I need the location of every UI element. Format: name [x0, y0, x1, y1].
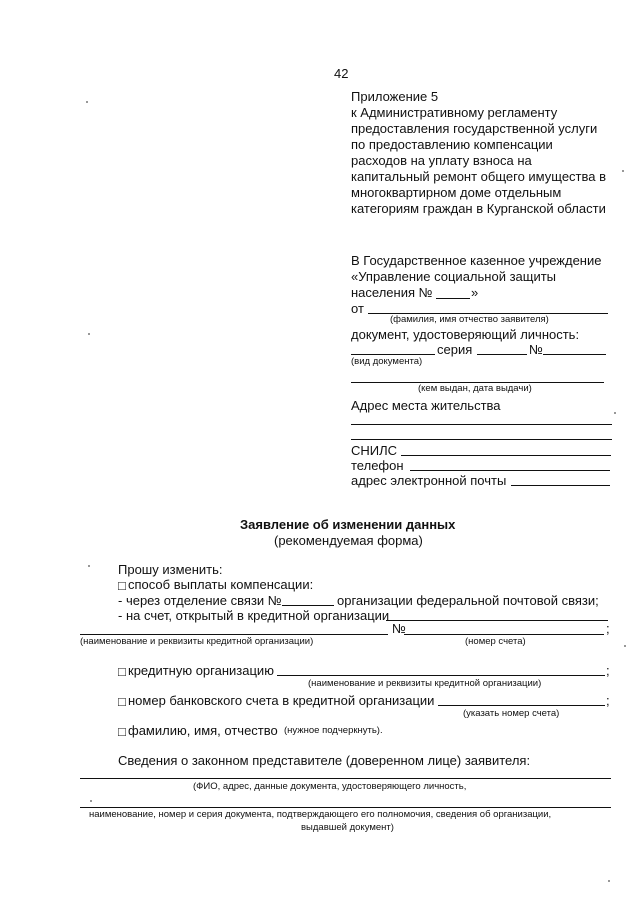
appendix-line: капитальный ремонт общего имущества в	[351, 169, 607, 184]
payment-method-label: способ выплаты компенсации:	[128, 577, 314, 592]
statement-subtitle: (рекомендуемая форма)	[274, 533, 423, 548]
document-number-field[interactable]	[543, 354, 606, 355]
document-type-field[interactable]	[351, 354, 435, 355]
bank-name-field-1[interactable]	[386, 620, 608, 621]
credit-org-checkbox[interactable]: □	[118, 664, 126, 679]
appendix-line: по предоставлению компенсации	[351, 137, 553, 152]
representative-field-2[interactable]	[80, 807, 611, 808]
from-label: от	[351, 301, 364, 316]
account-number-label: номер банковского счета в кредитной организации	[128, 693, 435, 708]
via-post-prefix: - через отделение связи №	[118, 593, 282, 608]
account-number-checkbox[interactable]: □	[118, 694, 126, 709]
scan-speck	[90, 800, 92, 802]
scan-speck	[614, 412, 616, 414]
appendix-line: категориям граждан в Курганской области	[351, 201, 606, 216]
scan-speck	[88, 333, 90, 335]
scan-speck	[86, 101, 88, 103]
address-label: Адрес места жительства	[351, 398, 501, 413]
series-label: серия	[437, 342, 473, 357]
department-number-field[interactable]	[436, 298, 470, 299]
addressee-line: населения №	[351, 285, 433, 300]
representative-label: Сведения о законном представителе (доверенном лице) заявителя:	[118, 753, 531, 768]
post-office-number-field[interactable]	[282, 605, 334, 606]
fio-change-hint: (нужное подчеркнуть).	[284, 725, 383, 736]
appendix-line: расходов на уплату взноса на	[351, 153, 532, 168]
via-post-suffix: организации федеральной почтовой связи;	[337, 593, 599, 608]
representative-hint-3: выдавшей документ)	[301, 822, 394, 833]
representative-hint-2: наименование, номер и серия документа, подтверждающего его полномочия, сведения об организации,	[89, 809, 552, 820]
semicolon: ;	[606, 693, 610, 708]
representative-field-1[interactable]	[80, 778, 611, 779]
request-text: Прошу изменить:	[118, 562, 223, 577]
statement-title: Заявление об изменении данных	[240, 517, 456, 532]
phone-label: телефон	[351, 458, 404, 473]
credit-org-label: кредитную организацию	[128, 663, 274, 678]
bank-hint: (наименование и реквизиты кредитной организации)	[80, 636, 314, 647]
number-label: №	[529, 342, 543, 357]
bank-name-field-2[interactable]	[80, 634, 388, 635]
payment-method-checkbox[interactable]: □	[118, 578, 126, 593]
fio-change-checkbox[interactable]: □	[118, 724, 126, 739]
scan-speck	[608, 880, 610, 882]
phone-field[interactable]	[410, 470, 610, 471]
account-number-field[interactable]	[404, 634, 604, 635]
credit-org-field[interactable]	[277, 675, 605, 676]
email-field[interactable]	[511, 485, 610, 486]
issued-hint: (кем выдан, дата выдачи)	[418, 383, 532, 394]
address-field-1[interactable]	[351, 424, 612, 425]
account-number-hint: (указать номер счета)	[463, 708, 560, 719]
scan-speck	[88, 565, 90, 567]
appendix-title: Приложение 5	[351, 89, 439, 104]
addressee-quote: »	[471, 285, 479, 300]
semicolon: ;	[606, 663, 610, 678]
fio-hint: (фамилия, имя отчество заявителя)	[390, 314, 549, 325]
appendix-line: многоквартирном доме отдельным	[351, 185, 562, 200]
credit-org-hint: (наименование и реквизиты кредитной организации)	[308, 678, 542, 689]
semicolon: ;	[606, 621, 610, 636]
series-field[interactable]	[477, 354, 527, 355]
representative-hint-1: (ФИО, адрес, данные документа, удостоверяющего личность,	[193, 781, 467, 792]
email-label: адрес электронной почты	[351, 473, 507, 488]
snils-label: СНИЛС	[351, 443, 398, 458]
snils-field[interactable]	[401, 455, 611, 456]
page-number: 42	[334, 66, 349, 81]
id-document-label: документ, удостоверяющий личность:	[351, 327, 580, 342]
appendix-line: к Административному регламенту	[351, 105, 558, 120]
address-field-2[interactable]	[351, 439, 612, 440]
scan-speck	[624, 645, 626, 647]
new-account-number-field[interactable]	[438, 705, 605, 706]
addressee-line: «Управление социальной защиты	[351, 269, 557, 284]
fio-change-label: фамилию, имя, отчество	[128, 723, 278, 738]
scan-speck	[622, 170, 624, 172]
no-label: №	[392, 621, 406, 636]
account-hint: (номер счета)	[465, 636, 526, 647]
appendix-line: предоставления государственной услуги	[351, 121, 598, 136]
doc-type-hint: (вид документа)	[351, 356, 423, 367]
to-account-label: - на счет, открытый в кредитной организации	[118, 608, 390, 623]
addressee-line: В Государственное казенное учреждение	[351, 253, 602, 268]
